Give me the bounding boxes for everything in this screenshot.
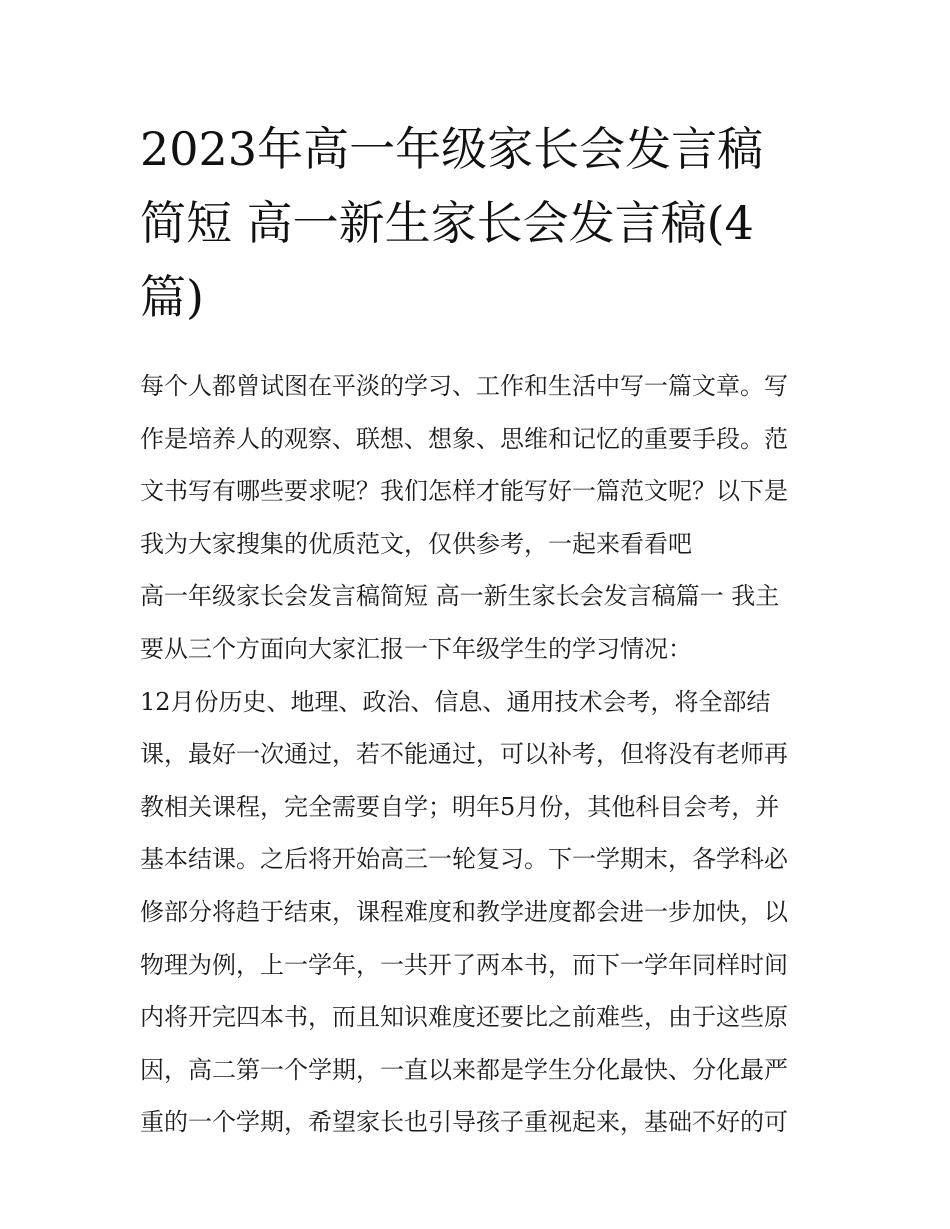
body-line: 因，高二第一个学期，一直以来都是学生分化最快、分化最严 [140, 1055, 788, 1084]
body-line: 重的一个学期，希望家长也引导孩子重视起来，基础不好的可 [140, 1108, 788, 1137]
title-line-2: 简短 高一新生家长会发言稿(4 [140, 196, 754, 250]
body-line: 要从三个方面向大家汇报一下年级学生的学习情况： [140, 634, 692, 663]
body-line: 12月份历史、地理、政治、信息、通用技术会考，将全部结 [140, 687, 771, 716]
body-line: 课，最好一次通过，若不能通过，可以补考，但将没有老师再 [140, 740, 788, 769]
body-line: 文书写有哪些要求呢？我们怎样才能写好一篇范文呢？以下是 [140, 477, 788, 506]
body-line: 物理为例，上一学年，一共开了两本书，而下一学年同样时间 [140, 950, 788, 979]
body-line: 修部分将趋于结束，课程难度和教学进度都会进一步加快，以 [140, 897, 788, 926]
body-line: 作是培养人的观察、联想、想象、思维和记忆的重要手段。范 [140, 424, 788, 453]
document-title [140, 112, 820, 334]
body-line: 我为大家搜集的优质范文，仅供参考，一起来看看吧 [140, 529, 692, 558]
body-line: 基本结课。之后将开始高三一轮复习。下一学期末，各学科必 [140, 845, 788, 874]
body-line: 高一年级家长会发言稿简短 高一新生家长会发言稿篇一 我主 [140, 582, 780, 611]
body-line: 教相关课程，完全需要自学；明年5月份，其他科目会考，并 [140, 792, 780, 821]
title-line-3: 篇) [140, 270, 204, 324]
body-line: 每个人都曾试图在平淡的学习、工作和生活中写一篇文章。写 [140, 372, 788, 400]
title-line-1: 2023年高一年级家长会发言稿 [140, 122, 764, 176]
body-line: 内将开完四本书，而且知识难度还要比之前难些，由于这些原 [140, 1003, 788, 1032]
document-body [140, 360, 820, 1149]
